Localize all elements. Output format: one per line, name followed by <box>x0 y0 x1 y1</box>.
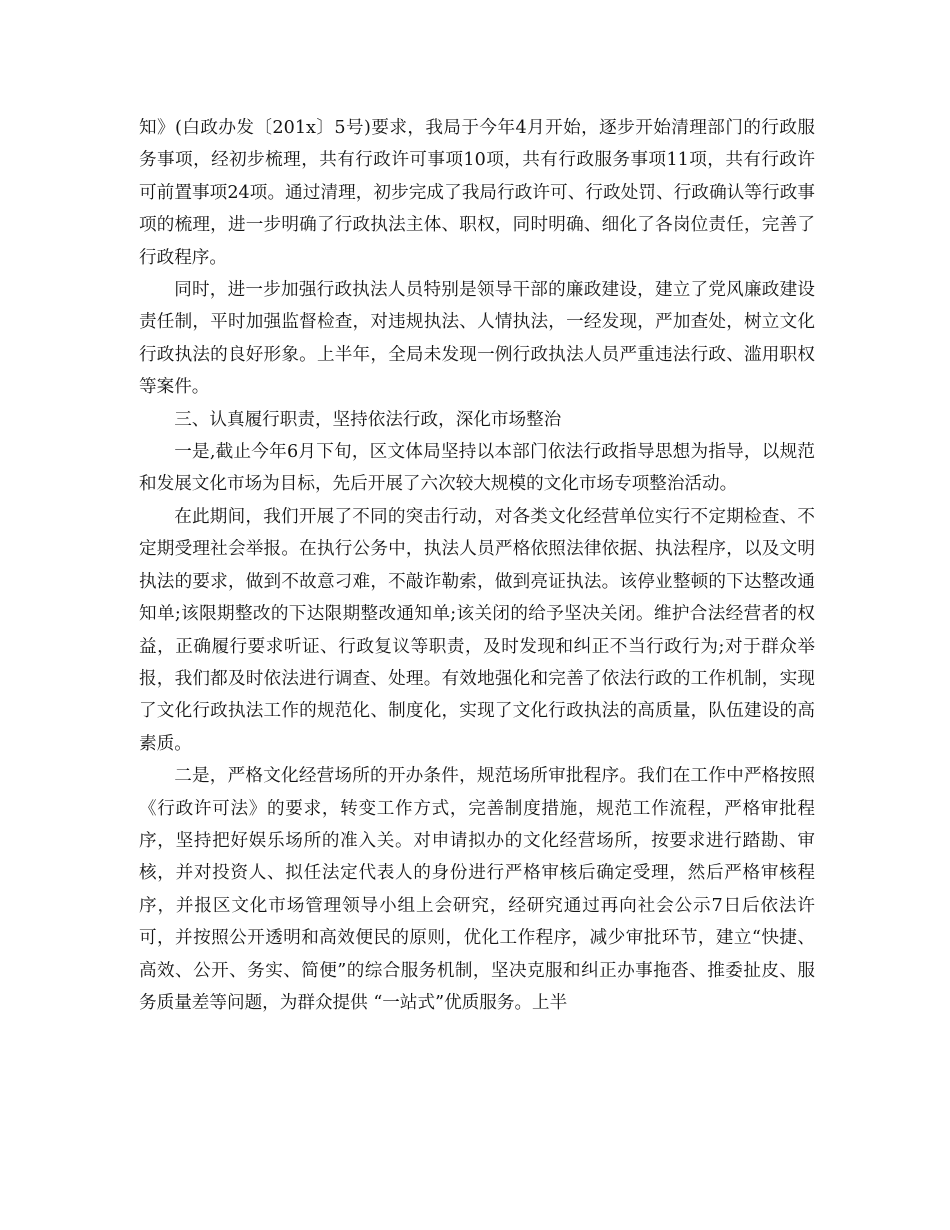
section-heading-market-regulation: 三、认真履行职责，坚持依法行政，深化市场整治 <box>174 409 562 430</box>
paragraph-continuation: 知》(白政办发〔201x〕5号)要求，我局于今年4月开始，逐步开始清理部门的行政服务事项，经初步梳理，共有行政许可事项10项，共有行政服务事项11项，共有行政许可前置事项24项。通过清理，初步完成了我局行政许可、行政处罚、行政确认等行政事项的梳理，进一步明确了行政执法主体、职权，同时明确、细化了各岗位责任，完善了行政程序。 <box>139 118 815 268</box>
paragraph-point-two: 二是，严格文化经营场所的开办条件，规范场所审批程序。我们在工作中严格按照《行政许可法》的要求，转变工作方式，完善制度措施，规范工作流程，严格审批程序，坚持把好娱乐场所的准入关。对申请拟办的文化经营场所，按要求进行踏勘、审核，并对投资人、拟任法定代表人的身份进行严格审核后确定受理，然后严格审核程序，并报区文化市场管理领导小组上会研究，经研究通过再向社会公示7日后依法许可，并按照公开透明和高效便民的原则，优化工作程序，减少审批环节，建立“快捷、高效、公开、务实、简便”的综合服务机制，坚决克服和纠正办事拖沓、推委扯皮、服务质量差等问题，为群众提供 “一站式”优质服务。上半 <box>139 766 815 1013</box>
document-body <box>139 112 815 1019</box>
paragraph-enforcement-actions: 在此期间，我们开展了不同的突击行动，对各类文化经营单位实行不定期检查、不定期受理社会举报。在执行公务中，执法人员严格依照法律依据、执法程序，以及文明执法的要求，做到不故意刁难，不敲诈勒索，做到亮证执法。该停业整顿的下达整改通知单;该限期整改的下达限期整改通知单;该关闭的给予坚决关闭。维护合法经营者的权益，正确履行要求听证、行政复议等职责，及时发现和纠正不当行政行为;对于群众举报，我们都及时依法进行调查、处理。有效地强化和完善了依法行政的工作机制，实现了文化行政执法工作的规范化、制度化，实现了文化行政执法的高质量，队伍建设的高素质。 <box>139 506 815 754</box>
paragraph-integrity-building: 同时，进一步加强行政执法人员特别是领导干部的廉政建设，建立了党风廉政建设责任制，平时加强监督检查，对违规执法、人情执法，一经发现，严加查处，树立文化行政执法的良好形象。上半年，全局未发现一例行政执法人员严重违法行政、滥用职权等案件。 <box>139 280 815 398</box>
paragraph-point-one: 一是,截止今年6月下旬，区文体局坚持以本部门依法行政指导思想为指导，以规范和发展文化市场为目标，先后开展了六次较大规模的文化市场专项整治活动。 <box>139 442 815 495</box>
